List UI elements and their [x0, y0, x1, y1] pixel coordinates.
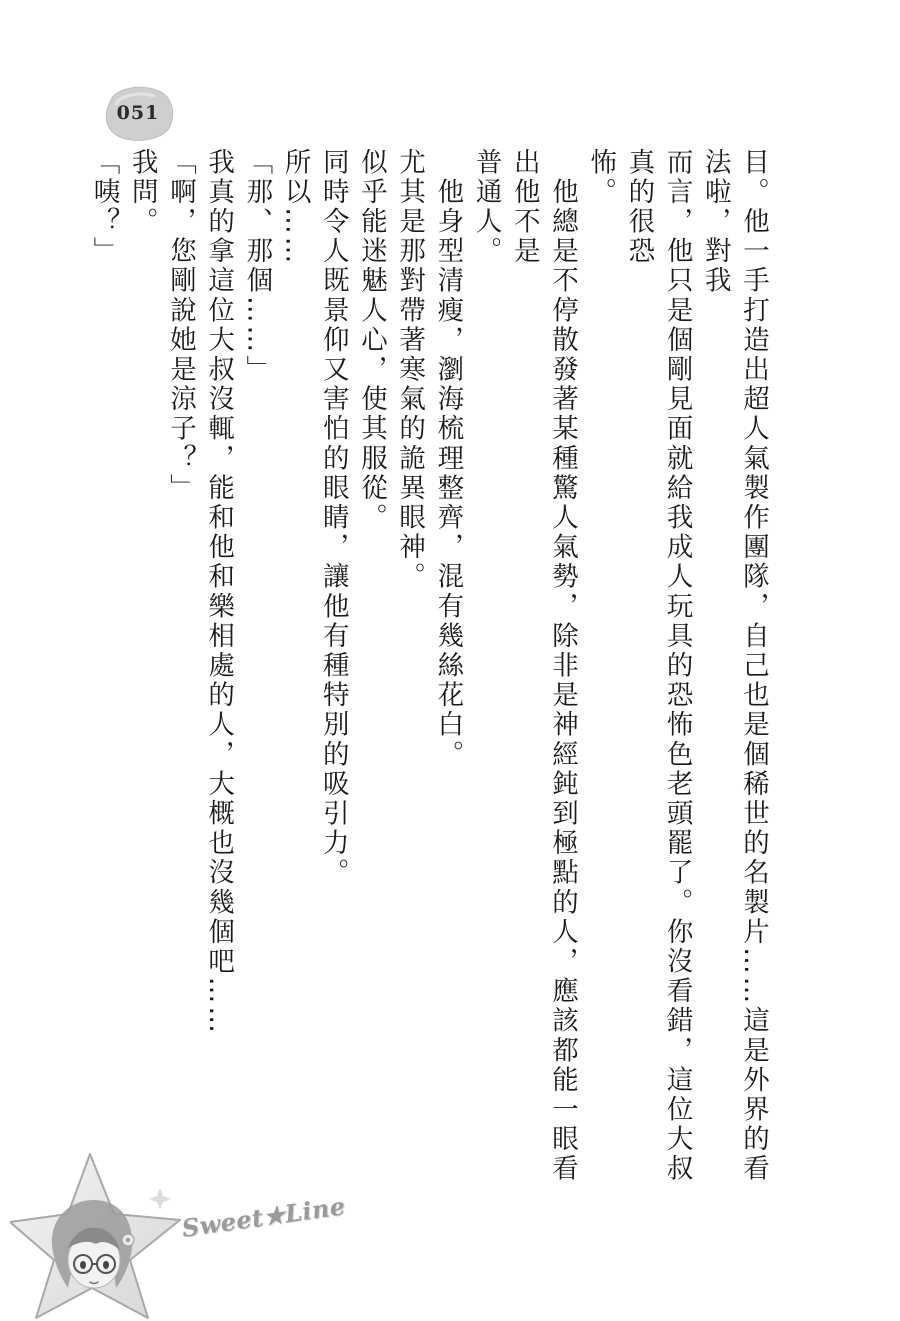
text-line: 同時令人既景仰又害怕的眼睛，讓他有種特別的吸引力。: [317, 148, 349, 888]
page-number: 051: [116, 102, 160, 124]
text-line: 怖。: [585, 148, 617, 208]
text-line: 我問。: [126, 148, 158, 237]
text-line: 我真的拿這位大叔沒輒，能和他和樂相處的人，大概也沒幾個吧……: [203, 148, 235, 1036]
vertical-text-body: [88, 148, 772, 1208]
text-line: 普通人。: [470, 148, 502, 267]
sweet-line-label: Sweet★Line: [179, 1191, 348, 1243]
text-line: 「那、那個……」: [241, 148, 273, 385]
text-line: 他身型清瘦，瀏海梳理整齊，混有幾絲花白。: [432, 148, 464, 770]
text-line: 他總是不停散發著某種驚人氣勢，除非是神經鈍到極點的人，應該都能一眼看出他不是: [508, 148, 578, 1184]
page-number-badge: [100, 82, 176, 144]
text-line: 「咦？」: [88, 148, 120, 267]
sweet-line-decoration: [10, 1148, 370, 1321]
text-line: 尤其是那對帶著寒氣的詭異眼神。: [394, 148, 426, 592]
text-line: 似乎能迷魅人心，使其服從。: [355, 148, 387, 533]
text-line: 而言，他只是個剛見面就給我成人玩具的恐怖色老頭罷了。你沒看錯，這位大叔真的很恐: [623, 148, 693, 1184]
text-line: 所以……: [279, 148, 311, 267]
text-line: 「啊，您剛說她是涼子？」: [164, 148, 196, 504]
text-line: 目。他一手打造出超人氣製作團隊，自己也是個稀世的名製片……這是外界的看法啦，對我: [699, 148, 769, 1184]
